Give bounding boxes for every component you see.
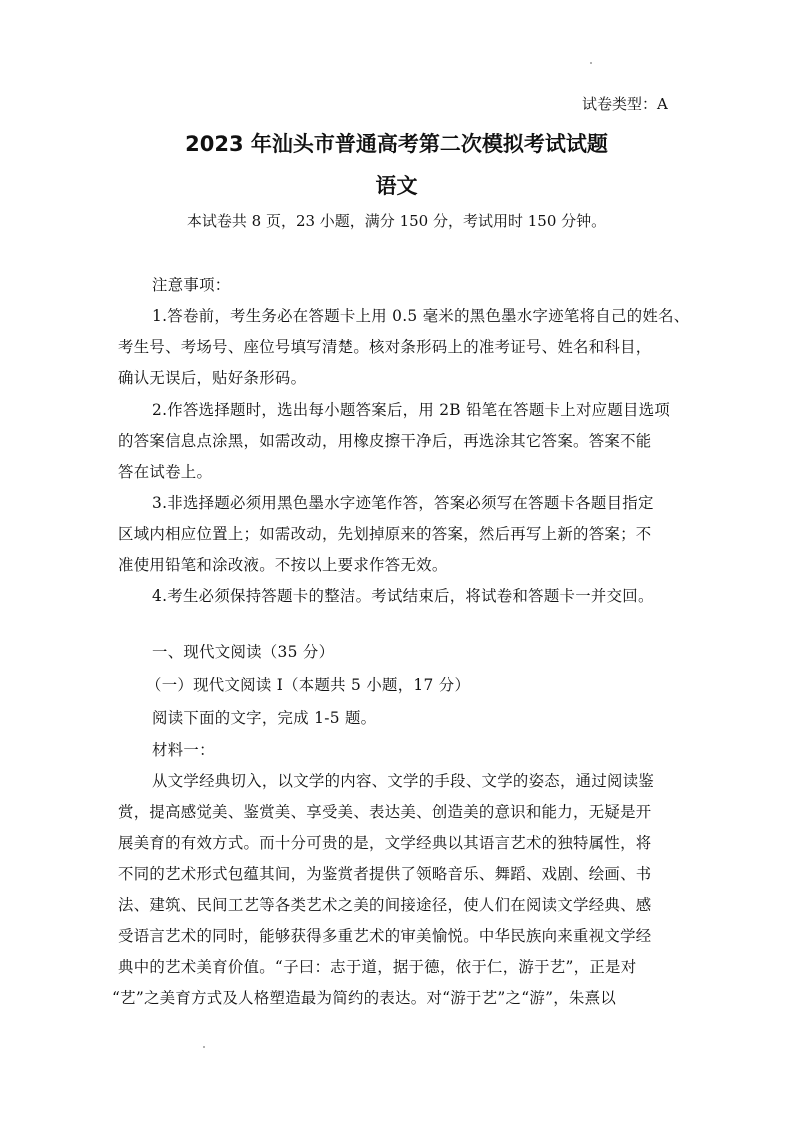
- passage-line: 赏，提高感觉美、鉴赏美、享受美、表达美、创造美的意识和能力，无疑是开: [118, 803, 652, 821]
- passage-line: 展美育的有效方式。而十分可贵的是，文学经典以其语言艺术的独特属性，将: [118, 834, 652, 852]
- notice-item-1-line-2: 考生号、考场号、座位号填写清楚。核对条形码上的准考证号、姓名和科目，: [118, 338, 652, 356]
- material-label: 材料一：: [152, 741, 215, 759]
- passage-line: 法、建筑、民间工艺等各类艺术之美的间接途径，使人们在阅读文学经典、感: [118, 896, 652, 914]
- notice-item-1-line-3: 确认无误后，贴好条形码。: [118, 369, 307, 387]
- section-heading: 一、现代文阅读（35 分）: [152, 643, 335, 661]
- scan-speck: [203, 1046, 205, 1048]
- notice-item-1-line-1: 1.答卷前，考生务必在答题卡上用 0.5 毫米的黑色墨水字迹笔将自己的姓名、: [152, 307, 690, 325]
- notice-item-3-line-1: 3.非选择题必须用黑色墨水字迹笔作答，答案必须写在答题卡各题目指定: [152, 494, 654, 512]
- passage-line: “艺”之美育方式及人格塑造最为简约的表达。对“游于艺”之“游”，朱熹以: [112, 989, 617, 1007]
- subject-title: 语文: [375, 174, 418, 198]
- exam-info: 本试卷共 8 页，23 小题，满分 150 分，考试用时 150 分钟。: [186, 212, 607, 230]
- notice-item-2-line-3: 答在试卷上。: [118, 463, 213, 481]
- passage-line: 不同的艺术形式包蕴其间，为鉴赏者提供了领略音乐、舞蹈、戏剧、绘画、书: [118, 865, 652, 883]
- notice-heading: 注意事项：: [152, 276, 231, 294]
- notice-item-2-line-1: 2.作答选择题时，选出每小题答案后，用 2B 铅笔在答题卡上对应题目选项: [152, 401, 671, 419]
- notice-item-4-line-1: 4.考生必须保持答题卡的整洁。考试结束后，将试卷和答题卡一并交回。: [152, 587, 654, 605]
- passage-line: 典中的艺术美育价值。“子曰：志于道，据于德，依于仁，游于艺”，正是对: [118, 958, 637, 976]
- exam-title: 2023 年汕头市普通高考第二次模拟考试试题: [185, 132, 608, 156]
- passage-line: 从文学经典切入，以文学的内容、文学的手段、文学的姿态，通过阅读鉴: [152, 772, 655, 790]
- paper-type-label: 试卷类型：A: [582, 95, 668, 113]
- section-sub-heading: （一）现代文阅读 I（本题共 5 小题，17 分）: [146, 676, 471, 694]
- passage-line: 受语言艺术的同时，能够获得多重艺术的审美愉悦。中华民族向来重视文学经: [118, 927, 652, 945]
- notice-item-3-line-3: 准使用铅笔和涂改液。不按以上要求作答无效。: [118, 556, 448, 574]
- notice-item-3-line-2: 区域内相应位置上；如需改动，先划掉原来的答案，然后再写上新的答案；不: [118, 525, 652, 543]
- section-instruction: 阅读下面的文字，完成 1-5 题。: [152, 709, 377, 727]
- scan-speck: [590, 62, 592, 64]
- notice-item-2-line-2: 的答案信息点涂黑，如需改动，用橡皮擦干净后，再选涂其它答案。答案不能: [118, 432, 652, 450]
